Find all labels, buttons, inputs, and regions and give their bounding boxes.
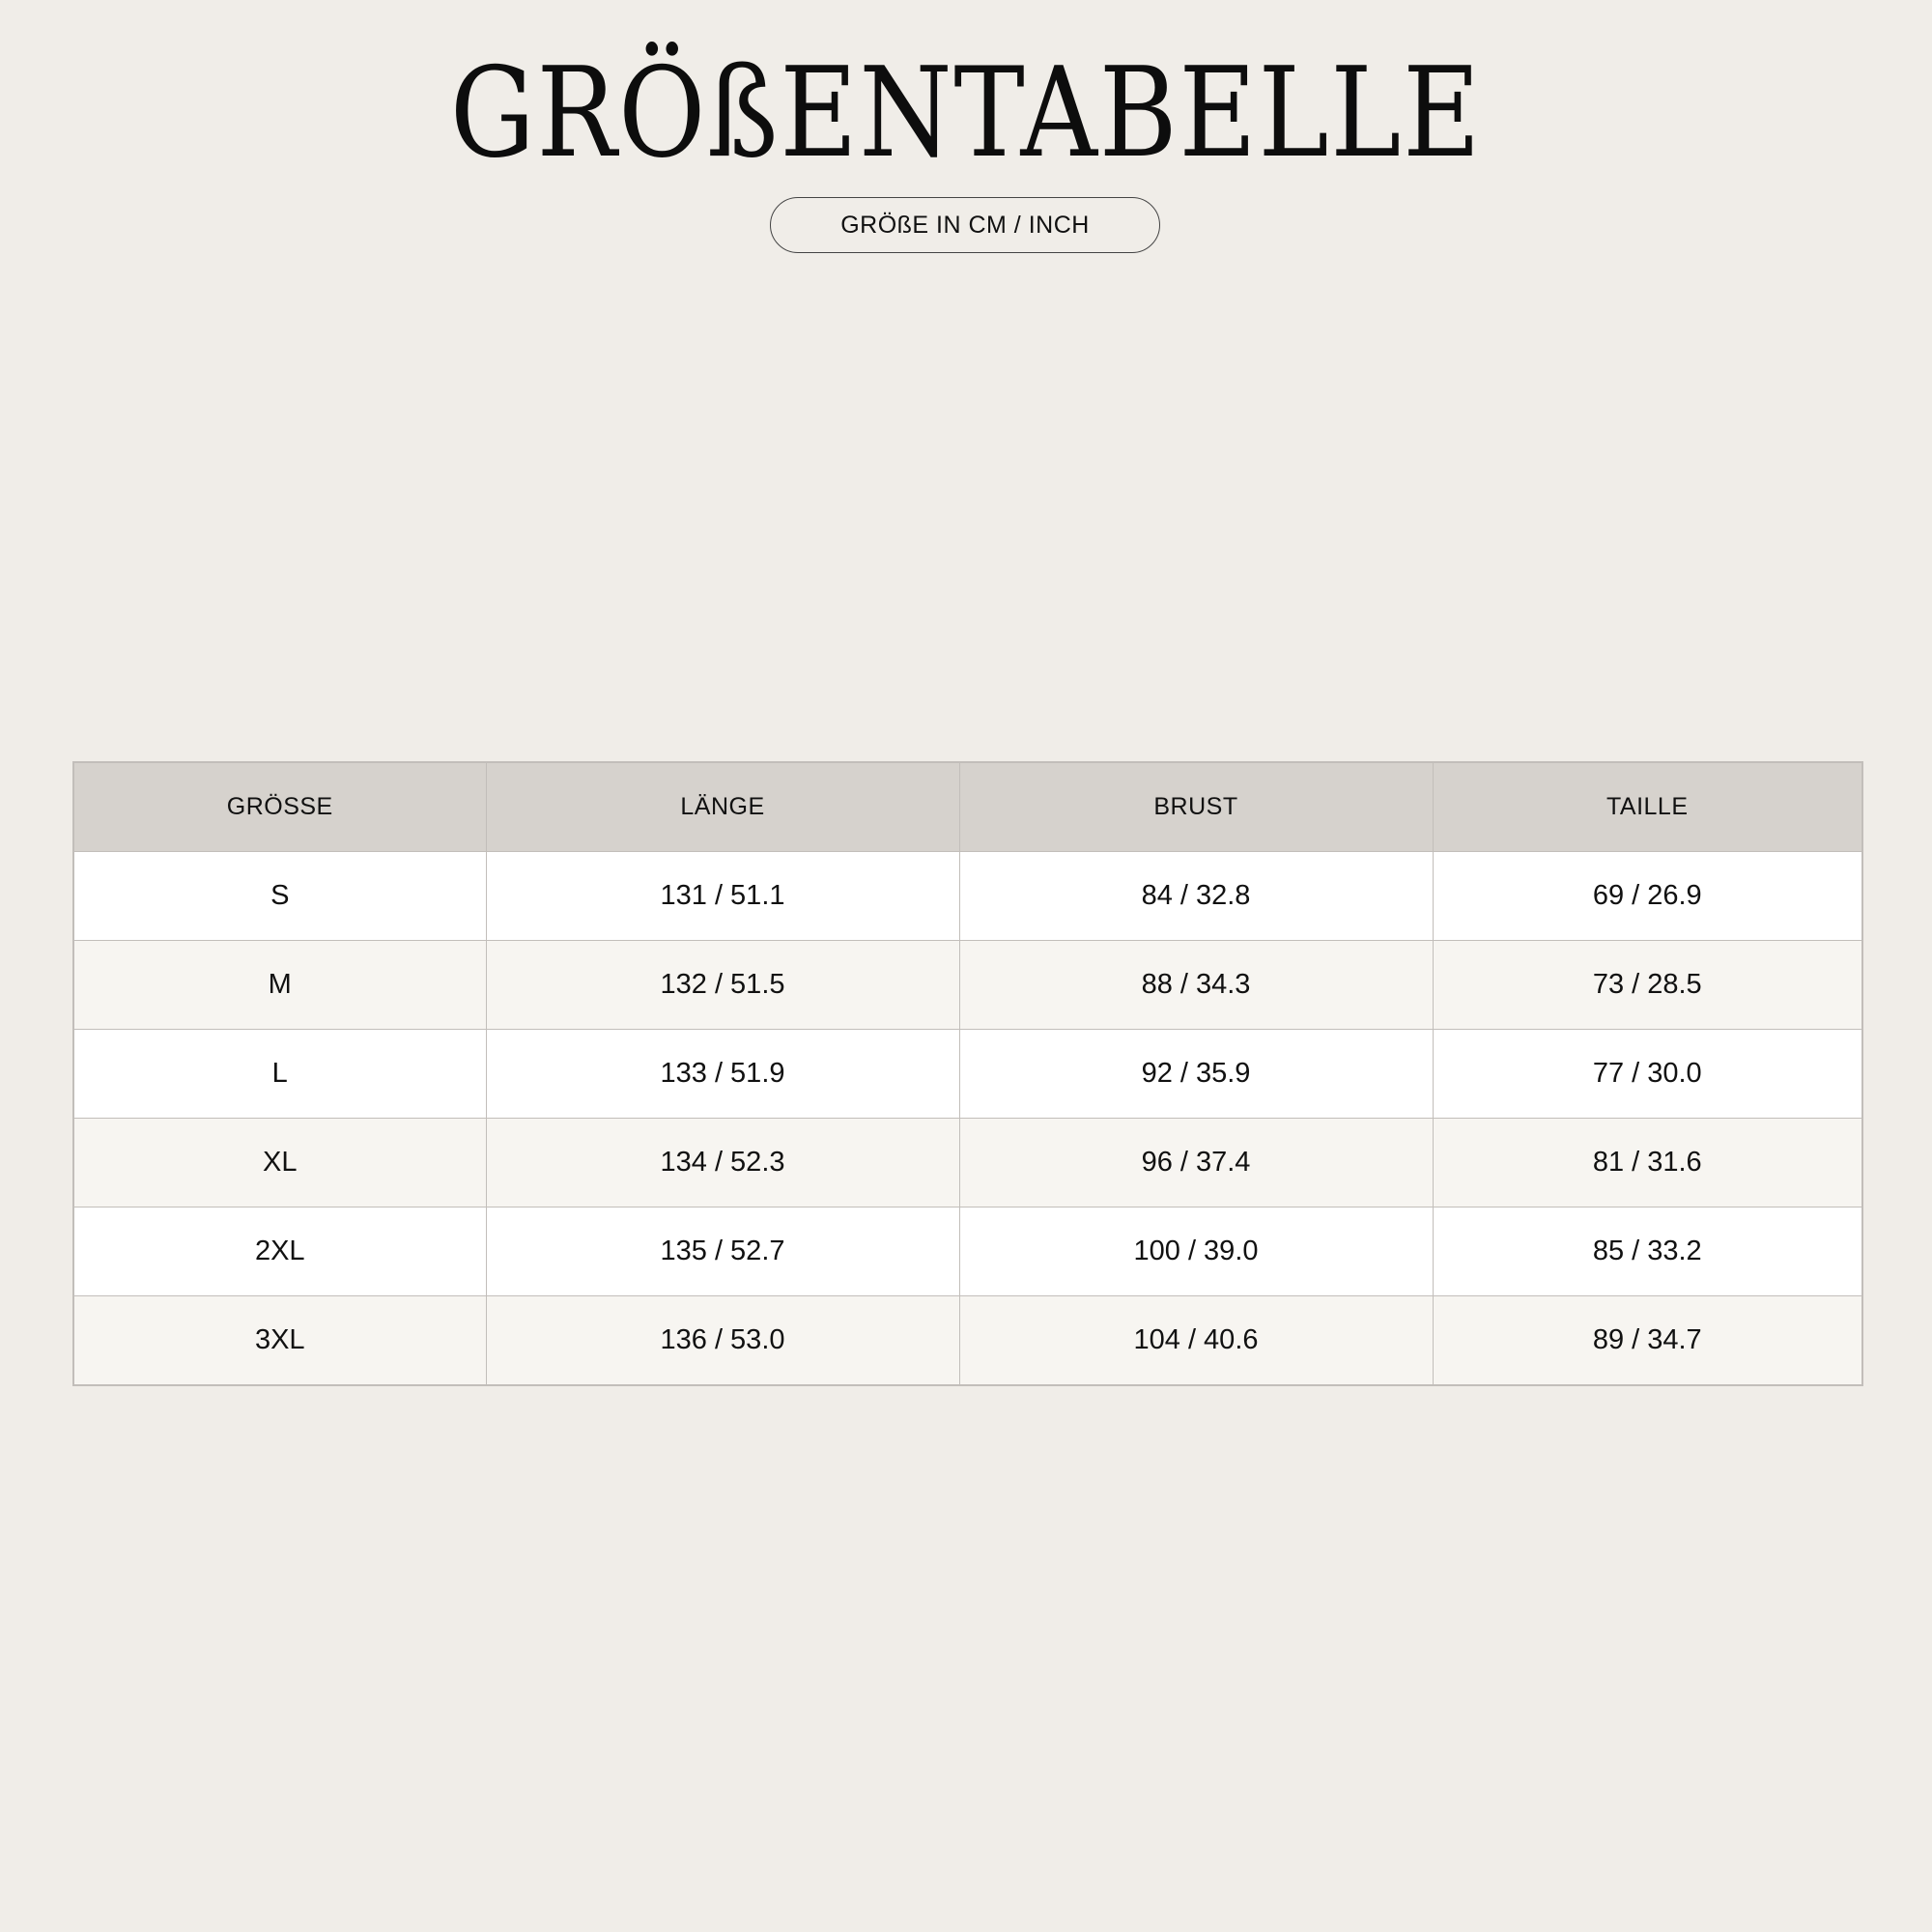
page-title: GRÖßENTABELLE <box>449 42 1483 185</box>
cell-length: 132 / 51.5 <box>486 941 959 1030</box>
cell-waist: 89 / 34.7 <box>1433 1296 1862 1386</box>
header-chest: BRUST <box>959 762 1433 852</box>
cell-chest: 84 / 32.8 <box>959 852 1433 941</box>
cell-waist: 77 / 30.0 <box>1433 1030 1862 1119</box>
cell-length: 134 / 52.3 <box>486 1119 959 1208</box>
cell-size: 3XL <box>73 1296 486 1386</box>
unit-badge: GRÖßE IN CM / INCH <box>770 197 1160 253</box>
cell-chest: 100 / 39.0 <box>959 1208 1433 1296</box>
header-length: LÄNGE <box>486 762 959 852</box>
table-header-row <box>73 762 1862 852</box>
cell-length: 133 / 51.9 <box>486 1030 959 1119</box>
table-row <box>73 941 1862 1030</box>
header-waist: TAILLE <box>1433 762 1862 852</box>
cell-waist: 85 / 33.2 <box>1433 1208 1862 1296</box>
header-size: GRÖSSE <box>73 762 486 852</box>
cell-size: M <box>73 941 486 1030</box>
table-row <box>73 1030 1862 1119</box>
cell-waist: 81 / 31.6 <box>1433 1119 1862 1208</box>
cell-size: S <box>73 852 486 941</box>
cell-length: 136 / 53.0 <box>486 1296 959 1386</box>
table-row <box>73 1208 1862 1296</box>
table-row <box>73 1296 1862 1386</box>
table-row <box>73 852 1862 941</box>
cell-waist: 73 / 28.5 <box>1433 941 1862 1030</box>
cell-size: 2XL <box>73 1208 486 1296</box>
cell-chest: 92 / 35.9 <box>959 1030 1433 1119</box>
cell-length: 135 / 52.7 <box>486 1208 959 1296</box>
cell-length: 131 / 51.1 <box>486 852 959 941</box>
cell-size: L <box>73 1030 486 1119</box>
cell-chest: 104 / 40.6 <box>959 1296 1433 1386</box>
cell-size: XL <box>73 1119 486 1208</box>
table-row <box>73 1119 1862 1208</box>
cell-chest: 96 / 37.4 <box>959 1119 1433 1208</box>
size-chart-table <box>72 761 1863 1386</box>
cell-chest: 88 / 34.3 <box>959 941 1433 1030</box>
cell-waist: 69 / 26.9 <box>1433 852 1862 941</box>
